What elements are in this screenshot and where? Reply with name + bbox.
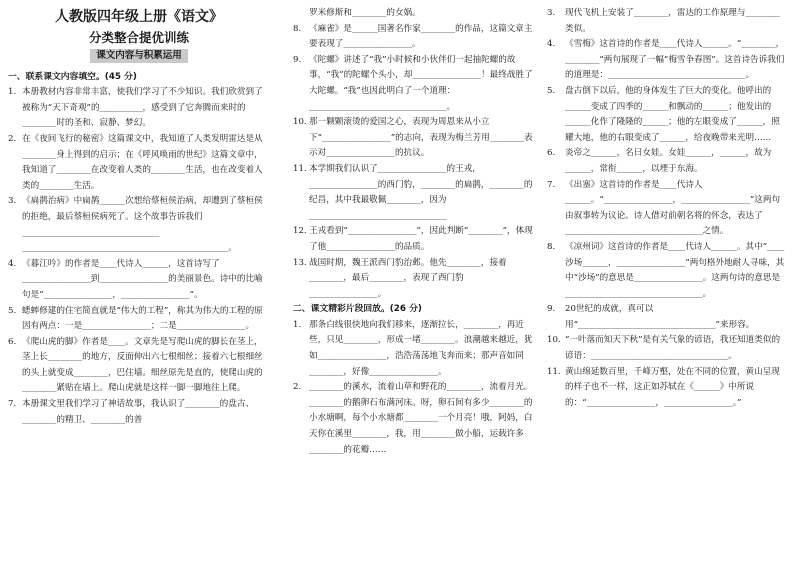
question-5: 5. 蟋蟀修建的住宅简直就是“伟大的工程”，称其为伟大的工程的原因有两点：一是________________；二是________________。 [8, 304, 270, 335]
question-12: 12. 王戎看到“________________”，因此判断“________”，体现了他________________的品质。 [293, 224, 537, 255]
topic-badge: 课文内容与积累运用 [90, 49, 188, 63]
passage-1: 1. 那条白线很快地向我们移来，逐渐拉长，________，再近些，只见________，形成一堵________。浪潮越来越近，犹如________________，浩浩荡荡地飞奔而来；那声音如同________，好像________________。 [293, 318, 537, 380]
passage-6: 6. 炎帝之______，名曰女娃。女娃______，______，故为______，常衔______，以堙于东海。 [547, 146, 787, 177]
passage-5-text: 盘古倒下以后，他的身体发生了巨大的变化。他呼出的______变成了四季的______和飘动的______；他发出的______化作了隆隆的______；他的左眼变成了______，照耀大地，他的右眼变成了______，给夜晚带来光明…… [565, 85, 780, 143]
question-1: 1. 本册教材内容非常丰富，使我们学习了不少知识。我们欣赏到了被称为“天下奇观”的__________，感受到了它奔腾而来时的________时的圣和、寂静、梦幻。 [8, 85, 270, 132]
passage-4-text: 《雪梅》这首诗的作者是____代诗人______。“________，________”两句展现了一幅“梅雪争春图”。这首诗告诉我们的道理是：________________________________。 [565, 39, 785, 81]
passage-10: 10. “一叶落而知天下秋”是有关气象的谚语，我还知道类似的谚语：________________________________。 [547, 333, 787, 364]
question-12-text: 王戎看到“________________”，因此判断“________”，体现了他________________的品质。 [309, 226, 533, 252]
passage-7: 7. 《出塞》这首诗的作者是____代诗人______。“________________，________________”这两句由叙事转为议论。诗人借对前朝名将的怀念，表达了________________________________之情。 [547, 178, 787, 240]
question-2-text: 在《夜间飞行的秘密》这篇课文中，我知道了人类发明雷达是从________身上得到的启示；在《呼风唤雨的世纪》这篇文章中，我知道了________在改变着人类的________生活，也在改变着人类的________生活。 [22, 133, 263, 191]
question-8-text: 《麻雀》是______国著名作家________的作品，这篇文章主要表现了________________。 [309, 23, 533, 50]
question-8: 8. 《麻雀》是______国著名作家________的作品，这篇文章主要表现了________________。 [293, 22, 537, 53]
passage-9-text: 20世纪的成就，真可以用“________________________________”来形容。 [565, 304, 755, 330]
right-column [547, 6, 787, 411]
passage-2-text: ________的溪水，流着山草和野花的________，流着月光。________的鹅卵石布满河床。呀，卵石间有多少________的小水塘啊，每个小水塘都________一个月亮！哦，阿妈，白天你在溪里________，我，用________做小船，运载许多________的花瓣…… [309, 382, 533, 455]
passage-9: 9. 20世纪的成就，真可以用“________________________________”来形容。 [547, 302, 787, 333]
question-7-text: 本册课文里我们学习了神话故事，我认识了________的盘古、________的精卫、________的普 [22, 399, 255, 425]
question-6-text: 《爬山虎的脚》作者是____。文章先是写爬山虎的脚长在茎上，茎上长________的地方，反面伸出六七根细丝；接着六七根细丝的头上就变成________，巴住墙。细丝原先是直的，使爬山虎的________紧贴在墙上。爬山虎就是这样一脚一脚地往上爬。 [22, 336, 263, 394]
question-1-text: 本册教材内容非常丰富，使我们学习了不少知识。我们欣赏到了被称为“天下奇观”的__________，感受到了它奔腾而来时的________时的圣和、寂静、梦幻。 [22, 87, 263, 129]
passage-3-text: 现代飞机上安装了________，雷达的工作原理与________类似。 [565, 8, 780, 34]
left-column [8, 6, 270, 428]
passage-2: 2. ________的溪水，流着山草和野花的________，流着月光。________的鹅卵石布满河床。呀，卵石间有多少________的小水塘啊，每个小水塘都________一个月亮！哦，阿妈，白天你在溪里________，我，用________做小船，运载许多________的花瓣…… [293, 380, 537, 458]
page-title: 人教版四年级上册《语文》 [55, 9, 223, 25]
passage-8-text: 《凉州词》这首诗的作者是____代诗人______。其中“____沙场______，________________”两句格外地耐人寻味，其中“沙场”的意思是________________。这两句诗的意思是________________________________。 [565, 241, 785, 299]
passage-1-text: 那条白线很快地向我们移来，逐渐拉长，________，再近些，只见________，形成一堵________。浪潮越来越近，犹如________________，浩浩荡荡地飞奔而来；那声音如同________，好像________________。 [309, 319, 533, 377]
question-7-continued-text: 罗米修斯和________的女娲。 [309, 8, 421, 18]
question-13-text: 战国时期，魏王派西门豹治邺。他先________，接着________，最后________，表现了西门豹________________。 [309, 257, 507, 299]
passage-6-text: 炎帝之______，名曰女娃。女娃______，______，故为______，常衔______，以堙于东海。 [565, 148, 772, 174]
question-10: 10. 那一颗颗滚烫的爱国之心，表现为周恩来从小立下“________________”的志向，表现为梅兰芳用________表示对________________的抗议。 [293, 115, 537, 162]
question-11-text: 本学期我们认识了________________的王戎，________________的西门豹，________的扁鹊，________的纪昌，其中我最敬佩________，因为________________________________ [309, 163, 533, 221]
question-11: 11. 本学期我们认识了________________的王戎，________________的西门豹，________的扁鹊，________的纪昌，其中我最敬佩________，因为________________________________ [293, 162, 537, 224]
question-10-text: 那一颗颗滚烫的爱国之心，表现为周恩来从小立下“________________”的志向，表现为梅兰芳用________表示对________________的抗议。 [309, 117, 533, 159]
question-9: 9. 《陀螺》讲述了“我”小时候和小伙伴们一起抽陀螺的故事，“我”的陀螺个头小，却________________！最终战胜了大陀螺。“我”也因此明白了一个道理：________________________________。 [293, 53, 537, 115]
question-3: 3. 《扁鹊治病》中扁鹊______次想给蔡桓侯治病，却遭到了蔡桓侯的拒绝，最后蔡桓侯病死了。这个故事告诉我们________________________________ [8, 194, 270, 241]
question-6: 6. 《爬山虎的脚》作者是____。文章先是写爬山虎的脚长在茎上，茎上长________的地方，反面伸出六七根细丝；接着六七根细丝的头上就变成________，巴住墙。细丝原先是直的，使爬山虎的________紧贴在墙上。爬山虎就是这样一脚一脚地往上爬。 [8, 335, 270, 397]
page-subtitle: 分类整合提优训练 [88, 30, 189, 45]
question-3-answer [8, 241, 270, 257]
question-3-text: 《扁鹊治病》中扁鹊______次想给蔡桓侯治病，却遭到了蔡桓侯的拒绝，最后蔡桓侯病死了。这个故事告诉我们________________________________ [22, 196, 263, 238]
question-2: 2. 在《夜间飞行的秘密》这篇课文中，我知道了人类发明雷达是从________身上得到的启示；在《呼风唤雨的世纪》这篇文章中，我知道了________在改变着人类的________生活，也在改变着人类的________生活。 [8, 132, 270, 194]
passage-11: 11. 黄山绵延数百里，千峰万壑，处在不同的位置，黄山呈现的样子也不一样，这正如苏轼在《______》中所说的：“________________，________________。” [547, 365, 787, 412]
passage-5: 5. 盘古倒下以后，他的身体发生了巨大的变化。他呼出的______变成了四季的______和飘动的______；他发出的______化作了隆隆的______；他的左眼变成了______，照耀大地，他的右眼变成了______，给夜晚带来光明…… [547, 84, 787, 146]
question-3-answer-line: ________________________________________________。 [22, 243, 237, 254]
question-13: 13. 战国时期，魏王派西门豹治邺。他先________，接着________，最后________，表现了西门豹________________。 [293, 256, 537, 303]
question-7: 7. 本册课文里我们学习了神话故事，我认识了________的盘古、________的精卫、________的普 [8, 397, 270, 428]
question-7-continued [293, 6, 537, 22]
passage-4: 4. 《雪梅》这首诗的作者是____代诗人______。“________，________”两句展现了一幅“梅雪争春图”。这首诗告诉我们的道理是：________________________________。 [547, 37, 787, 84]
passage-3: 3. 现代飞机上安装了________，雷达的工作原理与________类似。 [547, 6, 787, 37]
question-9-text: 《陀螺》讲述了“我”小时候和小伙伴们一起抽陀螺的故事，“我”的陀螺个头小，却________________！最终战胜了大陀螺。“我”也因此明白了一个道理：________________________________。 [309, 54, 533, 112]
question-4: 4. 《暮江吟》的作者是____代诗人______，这首诗写了________________到________________的美丽景色。诗中的比喻句是“________________，________________”。 [8, 257, 270, 304]
passage-7-text: 《出塞》这首诗的作者是____代诗人______。“________________，________________”这两句由叙事转为议论。诗人借对前朝名将的怀念，表达了________________________________之情。 [565, 179, 781, 237]
section-heading-2: 二、课文精彩片段回放。(26 分) [293, 304, 422, 315]
passage-8: 8. 《凉州词》这首诗的作者是____代诗人______。其中“____沙场______，________________”两句格外地耐人寻味，其中“沙场”的意思是________________。这两句诗的意思是________________________________。 [547, 240, 787, 302]
middle-column [293, 6, 537, 458]
question-4-text: 《暮江吟》的作者是____代诗人______，这首诗写了________________到________________的美丽景色。诗中的比喻句是“________________，________________”。 [22, 258, 263, 300]
section-heading-1: 一、联系课文内容填空。(45 分) [8, 71, 137, 82]
passage-10-text: “一叶落而知天下秋”是有关气象的谚语，我还知道类似的谚语：________________________________。 [565, 335, 781, 362]
question-5-text: 蟋蟀修建的住宅简直就是“伟大的工程”，称其为伟大的工程的原因有两点：一是________________；二是________________。 [22, 305, 263, 332]
passage-11-text: 黄山绵延数百里，千峰万壑，处在不同的位置，黄山呈现的样子也不一样，这正如苏轼在《______》中所说的：“________________，________________。” [565, 366, 780, 408]
